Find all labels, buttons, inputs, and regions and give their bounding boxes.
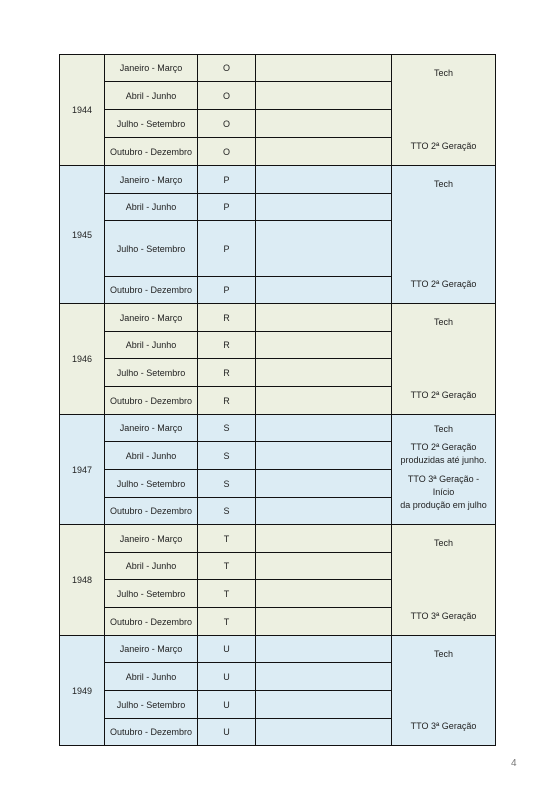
blank-cell xyxy=(256,498,392,525)
production-table xyxy=(59,54,496,746)
notes-cell xyxy=(392,415,496,525)
code-cell: P xyxy=(198,221,256,277)
quarter-cell: Outubro - Dezembro xyxy=(105,498,198,525)
blank-cell xyxy=(256,82,392,110)
year-group-1946 xyxy=(60,304,496,415)
note-bottom: TTO 3ª Geração xyxy=(410,721,477,731)
table-row xyxy=(60,415,496,442)
code-cell: T xyxy=(198,608,256,636)
blank-cell xyxy=(256,719,392,746)
notes-cell xyxy=(392,166,496,304)
notes-cell xyxy=(392,636,496,746)
note-top: Tech xyxy=(433,649,453,659)
quarter-cell: Julho - Setembro xyxy=(105,691,198,719)
note-line: TTO 2ª Geração xyxy=(410,441,477,452)
blank-cell xyxy=(256,608,392,636)
quarter-cell: Outubro - Dezembro xyxy=(105,608,198,636)
note-top: Tech xyxy=(433,179,453,189)
year-group-1949 xyxy=(60,636,496,746)
quarter-cell: Outubro - Dezembro xyxy=(105,138,198,166)
quarter-cell: Janeiro - Março xyxy=(105,166,198,194)
code-cell: U xyxy=(198,663,256,691)
code-cell: O xyxy=(198,82,256,110)
blank-cell xyxy=(256,166,392,194)
blank-cell xyxy=(256,663,392,691)
code-cell: O xyxy=(198,110,256,138)
year-cell: 1944 xyxy=(60,55,105,166)
notes-cell xyxy=(392,304,496,415)
blank-cell xyxy=(256,387,392,415)
code-cell: R xyxy=(198,359,256,387)
quarter-cell: Julho - Setembro xyxy=(105,221,198,277)
quarter-cell: Abril - Junho xyxy=(105,663,198,691)
note-bottom: TTO 2ª Geração xyxy=(410,279,477,289)
quarter-cell: Julho - Setembro xyxy=(105,470,198,498)
blank-cell xyxy=(256,332,392,359)
code-cell: U xyxy=(198,719,256,746)
code-cell: R xyxy=(198,387,256,415)
code-cell: T xyxy=(198,553,256,580)
quarter-cell: Outubro - Dezembro xyxy=(105,277,198,304)
blank-cell xyxy=(256,525,392,553)
quarter-cell: Outubro - Dezembro xyxy=(105,719,198,746)
table-row xyxy=(60,304,496,332)
code-cell: S xyxy=(198,470,256,498)
year-cell: 1948 xyxy=(60,525,105,636)
blank-cell xyxy=(256,221,392,277)
quarter-cell: Janeiro - Março xyxy=(105,636,198,663)
blank-cell xyxy=(256,55,392,82)
blank-cell xyxy=(256,359,392,387)
code-cell: T xyxy=(198,580,256,608)
blank-cell xyxy=(256,442,392,470)
blank-cell xyxy=(256,304,392,332)
table-row xyxy=(60,636,496,663)
year-cell: 1946 xyxy=(60,304,105,415)
table-row xyxy=(60,166,496,194)
year-cell: 1949 xyxy=(60,636,105,746)
page-number: 4 xyxy=(511,758,517,769)
code-cell: T xyxy=(198,525,256,553)
code-cell: P xyxy=(198,277,256,304)
note-line: da produção em julho xyxy=(400,500,487,510)
note-bottom: TTO 3ª Geração xyxy=(410,611,477,621)
code-cell: U xyxy=(198,691,256,719)
notes-cell xyxy=(392,55,496,166)
note-line: Tech xyxy=(433,424,453,434)
code-cell: U xyxy=(198,636,256,663)
note-bottom: TTO 2ª Geração xyxy=(410,390,477,400)
code-cell: R xyxy=(198,304,256,332)
notes-cell xyxy=(392,525,496,636)
note-top: Tech xyxy=(433,68,453,78)
quarter-cell: Julho - Setembro xyxy=(105,110,198,138)
year-cell: 1945 xyxy=(60,166,105,304)
year-group-1947 xyxy=(60,415,496,525)
blank-cell xyxy=(256,415,392,442)
code-cell: O xyxy=(198,138,256,166)
blank-cell xyxy=(256,138,392,166)
year-group-1948 xyxy=(60,525,496,636)
code-cell: R xyxy=(198,332,256,359)
year-group-1944 xyxy=(60,55,496,166)
blank-cell xyxy=(256,277,392,304)
blank-cell xyxy=(256,553,392,580)
quarter-cell: Outubro - Dezembro xyxy=(105,387,198,415)
code-cell: P xyxy=(198,166,256,194)
quarter-cell: Julho - Setembro xyxy=(105,580,198,608)
quarter-cell: Abril - Junho xyxy=(105,82,198,110)
blank-cell xyxy=(256,194,392,221)
note-top: Tech xyxy=(433,317,453,327)
quarter-cell: Abril - Junho xyxy=(105,442,198,470)
quarter-cell: Janeiro - Março xyxy=(105,525,198,553)
code-cell: S xyxy=(198,498,256,525)
quarter-cell: Abril - Junho xyxy=(105,553,198,580)
year-group-1945 xyxy=(60,166,496,304)
note-bottom: TTO 2ª Geração xyxy=(410,141,477,151)
code-cell: S xyxy=(198,442,256,470)
quarter-cell: Abril - Junho xyxy=(105,194,198,221)
table-row xyxy=(60,525,496,553)
note-line: produzidas até junho. xyxy=(400,454,487,465)
note-line: TTO 3ª Geração - Início xyxy=(407,474,480,497)
quarter-cell: Janeiro - Março xyxy=(105,55,198,82)
quarter-cell: Janeiro - Março xyxy=(105,415,198,442)
blank-cell xyxy=(256,580,392,608)
note-top: Tech xyxy=(433,538,453,548)
quarter-cell: Janeiro - Março xyxy=(105,304,198,332)
blank-cell xyxy=(256,691,392,719)
code-cell: O xyxy=(198,55,256,82)
blank-cell xyxy=(256,110,392,138)
quarter-cell: Abril - Junho xyxy=(105,332,198,359)
code-cell: S xyxy=(198,415,256,442)
code-cell: P xyxy=(198,194,256,221)
blank-cell xyxy=(256,636,392,663)
quarter-cell: Julho - Setembro xyxy=(105,359,198,387)
table-row xyxy=(60,55,496,82)
year-cell: 1947 xyxy=(60,415,105,525)
blank-cell xyxy=(256,470,392,498)
